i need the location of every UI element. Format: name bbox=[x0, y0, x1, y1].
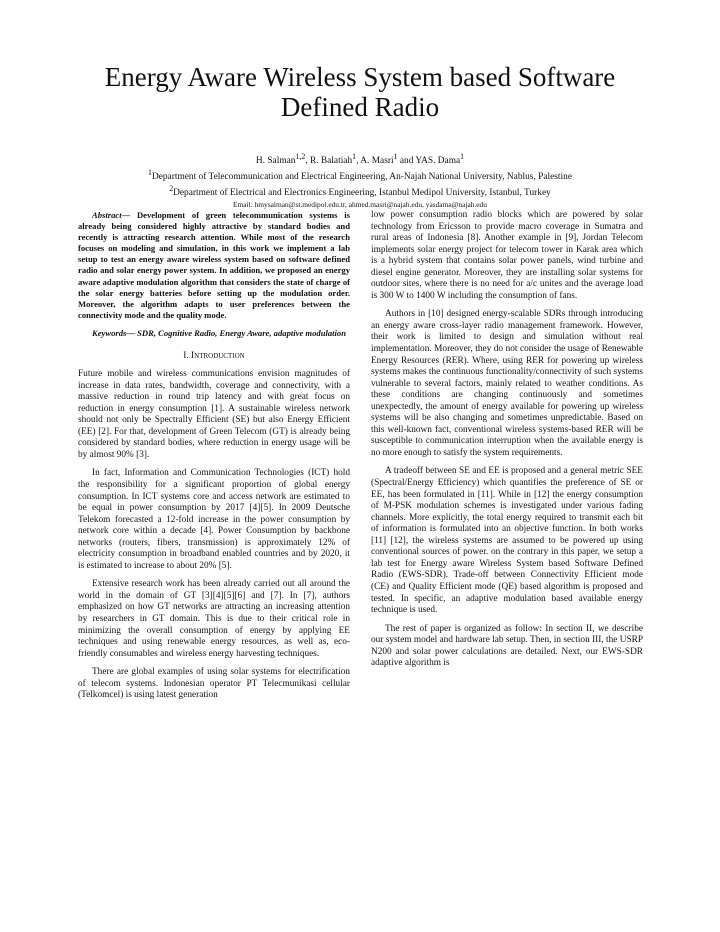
author-names bbox=[40, 151, 680, 167]
affiliation-1-text: Department of Telecommunication and Electrical Engineering, An-Najah National University, Nablus, Palestine bbox=[151, 172, 572, 183]
author-4: and YAS. Dama bbox=[397, 156, 461, 167]
paper-title bbox=[60, 62, 660, 122]
right-column bbox=[371, 210, 643, 677]
author-4-sup: 1 bbox=[460, 152, 465, 161]
left-column bbox=[78, 210, 350, 709]
abstract bbox=[78, 210, 350, 321]
affiliation-1-sup: 1 bbox=[148, 168, 152, 178]
paragraph: Authors in [10] designed energy-scalable SDRs through introducing an energy aware cross-layer radio management framework. However, their work is limited to design and simulation without real implementation. Moreover, they do not consider the usage of Renewable Energy Resources (RER). Where, using RER for powering up wireless systems makes the continuous functionality/connectivity of such systems vulnerable to several factors, mainly related to weather conditions. As these conditions are changing continuously and sometimes unexpectedly, the amount of energy available for powering up wireless systems will be also changing and sometimes unpredictable. Based on this well-known fact, conventional wireless systems-based RER will be susceptible to communication interruption when the available energy is no more enough to satisfy the system requirements. bbox=[371, 309, 643, 458]
author-1-sup: 1,2 bbox=[295, 152, 306, 161]
paragraph: A tradeoff between SE and EE is proposed and a general metric SEE (Spectral/Energy Efficiency) which quantifies the preference of SE or EE, has been formulated in [11]. While in [12] the energy consumption of M-PSK modulation schemes is investigated under various fading channels. More explicitly, the total energy required to transmit each bit of information is formulated into an objective function. In both works [11] [12], the wireless systems are assumed to be powered up using conventional sources of power. on the contrary in this paper, we setup a lab test for Energy aware Wireless System based Software Defined Radio (EWS-SDR). Trade-off between Connectivity Efficient mode (CE) and Quality Efficient mode (QE) based algorithm is proposed and tested. In specific, an adaptive modulation based available energy technique is used. bbox=[371, 466, 643, 616]
author-block bbox=[40, 151, 680, 211]
affiliation-1 bbox=[40, 167, 680, 183]
paragraph: low power consumption radio blocks which are powered by solar technology from Ericsson to provide macro coverage in Sumatra and rural areas of Indonesia [8]. Another example in [9], Jordan Telecom implements solar energy project for telecom tower in Karak area which is a hybrid system that contains solar power panels, wind turbine and diesel engine generator. Moreover, they are installing solar systems for outdoor sites, where there is no need for a/c unites and the average load is 300 W to 1400 W including the consumption of fans. bbox=[371, 210, 643, 301]
keywords bbox=[78, 328, 350, 340]
keywords-label: Keywords bbox=[92, 327, 127, 338]
paragraph: There are global examples of using solar systems for electrification of telecom systems. Indonesian operator PT Telecmunikasi cellular (Telkomcel) is using latest generation bbox=[78, 667, 350, 701]
paragraph: In fact, Information and Communication Technologies (ICT) hold the responsibility for a significant proportion of global energy consumption. In ICT systems core and access network are estimated to be equal in power consumption by 2017 [4][5]. In 2009 Deutsche Telekom forecasted a 12-fold increase in the power consumption by network core within a decade [4]. Power Consumption by backbone networks (routers, fibers, transmission) is approximately 12% of electricity consumption in broadband enabled countries and by 2020, it is estimated to increase to about 20% [5]. bbox=[78, 468, 350, 571]
section-heading-introduction: I. Introduction bbox=[183, 351, 245, 362]
paragraph: Future mobile and wireless communications envision magnitudes of increase in data rates, bandwidth, coverage and connectivity, with a massive reduction in round trip latency and with great focus on reduction in energy consumption [1]. A sustainable wireless network should not only be Spectrally Efficient (SE) but also Energy Efficient (EE) [2]. For that, development of Green Telecom (GT) is already being considered by standard bodies, where reduction in energy usage will be by almost 90% [3]. bbox=[78, 369, 350, 460]
title-line-2: Defined Radio bbox=[280, 92, 440, 122]
email-line: Email: hmysalman@st.medipol.edu.tr, ahmed.masri@najah.edu, yasdama@najah.edu bbox=[233, 200, 487, 210]
title-line-1: Energy Aware Wireless System based Software bbox=[104, 62, 616, 92]
affiliation-2 bbox=[40, 183, 680, 199]
affiliation-2-text: Department of Electrical and Electronics Engineering, Istanbul Medipol University, Istanbul, Turkey bbox=[173, 188, 551, 199]
author-1: H. Salman bbox=[255, 156, 296, 167]
paragraph: Extensive research work has been already carried out all around the world in the domain of GT [3][4][5][6] and [7]. In [7], authors emphasized on how GT networks are attracting an increasing attention by researchers in GT domain. This is due to their critical role in minimizing the overall consumption of energy by applying EE techniques and using renewable energy resources, as well as, eco-friendly consumables and wireless energy harvesting techniques. bbox=[78, 579, 350, 659]
paragraph: The rest of paper is organized as follow: In section II, we describe our system model and hardware lab setup. Then, in section III, the USRP N200 and solar power calculations are detailed. Next, our EWS-SDR adaptive algorithm is bbox=[371, 623, 643, 669]
keywords-text: — SDR, Cognitive Radio, Energy Aware, adaptive modulation bbox=[126, 327, 347, 338]
author-2-sup: 1 bbox=[352, 152, 357, 161]
abstract-label: Abstract bbox=[92, 210, 122, 220]
author-2: , R. Balatiah bbox=[305, 156, 353, 167]
author-3-sup: 1 bbox=[393, 152, 398, 161]
affiliation-2-sup: 2 bbox=[169, 184, 174, 194]
author-3: , A. Masri bbox=[356, 156, 394, 167]
abstract-text: — Development of green telecommunication systems is already being considered highly attractive by standard bodies and recently is attracting research attention. While most of the research focuses on modeling and simulation, in this work we implement a lab setup to test an energy aware wireless system based on software defined radio and solar energy power system. In addition, we proposed an energy aware adaptive modulation algorithm that considers the state of charge of the solar energy batteries before setting up the modulation order. Moreover, the algorithm adapts to user preferences between the connectivity mode and the quality mode. bbox=[78, 210, 350, 320]
